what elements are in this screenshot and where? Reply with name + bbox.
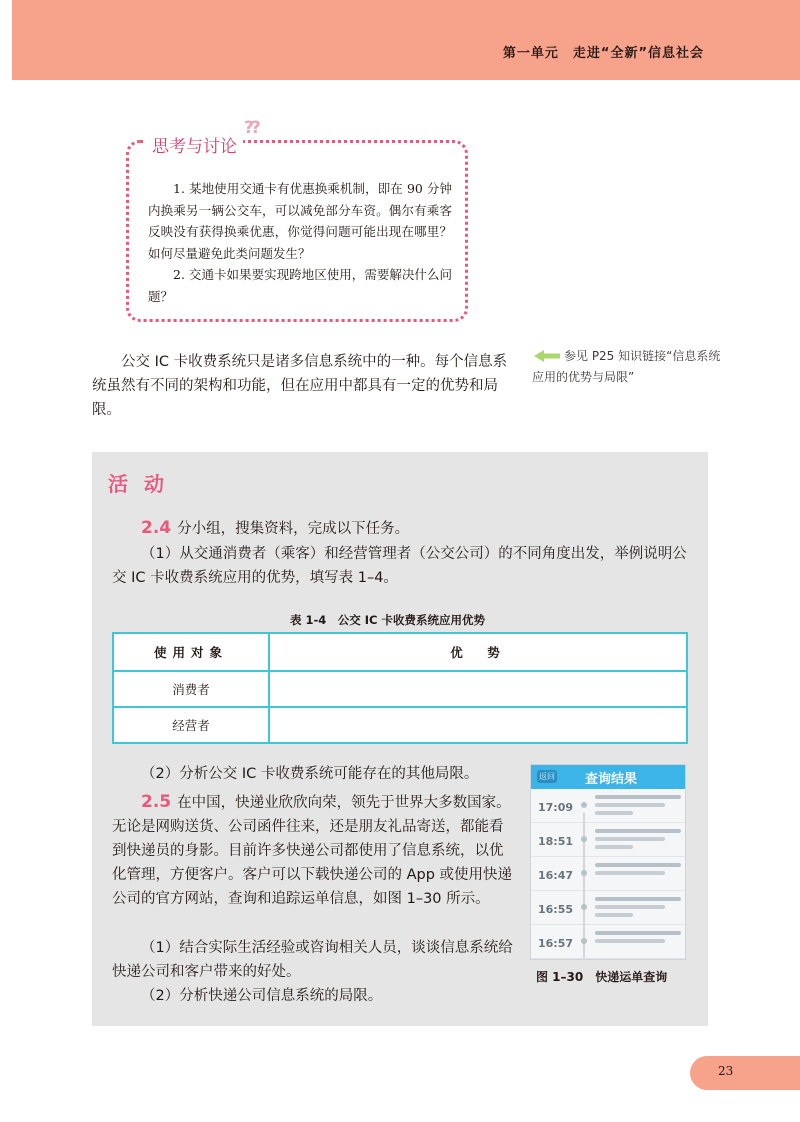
activity-2-5-sub1: （1）结合实际生活经验或咨询相关人员，谈谈信息系统给快递公司和客户带来的好处。 bbox=[112, 940, 513, 980]
tracking-row bbox=[531, 823, 685, 857]
activity-2-5-text: 在中国，快递业欣欣向荣，领先于世界大多数国家。无论是网购送货、公司函件往来，还是朋友礼品寄送，都能看到快递员的身影。目前许多快递公司都使用了信息系统，以优化管理，方便客户。客户可以下载快递公司的 App 或使用快递公司的官方网站，查询和追踪运单信息，如图 1–30 所示。 bbox=[112, 795, 513, 907]
discussion-item-2: 2. 交通卡如果要实现跨地区使用，需要解决什么问题？ bbox=[148, 267, 452, 304]
tracking-row bbox=[531, 891, 685, 925]
timeline-dot-icon bbox=[581, 938, 587, 944]
table-cell: 消费者 bbox=[113, 671, 269, 707]
unit-title: 第一单元 走进“全新”信息社会 bbox=[502, 46, 704, 61]
table-caption: 表 1-4 公交 IC 卡收费系统应用优势 bbox=[290, 613, 486, 627]
figure-caption: 图 1–30 快递运单查询 bbox=[536, 970, 668, 984]
page-number-tab bbox=[690, 1056, 800, 1090]
tracking-screenshot bbox=[530, 764, 686, 960]
tracking-detail bbox=[595, 837, 665, 841]
main-paragraph: 公交 IC 卡收费系统只是诸多信息系统中的一种。每个信息系统虽然有不同的架构和功能，但在应用中都具有一定的优势和局限。 bbox=[92, 354, 508, 418]
activity-2-4-sub2: （2）分析公交 IC 卡收费系统可能存在的其他局限。 bbox=[141, 766, 479, 782]
page-number: 23 bbox=[718, 1064, 734, 1078]
tracking-row bbox=[531, 857, 685, 891]
tracking-time: 16:57 bbox=[538, 937, 574, 950]
tracking-time: 17:09 bbox=[538, 801, 574, 814]
back-button: 返回 bbox=[539, 772, 555, 781]
tracking-detail bbox=[595, 905, 665, 909]
tracking-detail bbox=[595, 829, 681, 833]
tracking-detail bbox=[595, 939, 665, 943]
table-row bbox=[113, 671, 687, 707]
table-cell-empty bbox=[269, 671, 687, 707]
tracking-detail bbox=[595, 845, 633, 849]
question-marks-icon: ?? bbox=[244, 118, 258, 138]
tracking-time: 16:55 bbox=[538, 903, 574, 916]
side-note-text: 参见 P25 知识链接“信息系统应用的优势与局限” bbox=[532, 349, 721, 384]
timeline-dot-icon bbox=[581, 870, 587, 876]
tracking-detail bbox=[595, 913, 633, 917]
table-row bbox=[113, 707, 687, 743]
tracking-detail bbox=[595, 795, 681, 799]
advantage-table bbox=[112, 632, 688, 744]
activity-2-4 bbox=[112, 516, 688, 541]
activity-2-5-sub2: （2）分析快递公司信息系统的局限。 bbox=[141, 988, 383, 1004]
table-cell-empty bbox=[269, 707, 687, 743]
tracking-detail bbox=[595, 897, 681, 901]
activity-number: 2.5 bbox=[141, 792, 172, 812]
tracking-detail bbox=[595, 803, 665, 807]
table-header-cell: 使用对象 bbox=[113, 633, 269, 671]
app-title: 查询结果 bbox=[585, 772, 638, 787]
tracking-row bbox=[531, 789, 685, 823]
discussion-item-1: 1. 某地使用交通卡有优惠换乘机制，即在 90 分钟内换乘另一辆公交车，可以减免部分车资。偶尔有乘客反映没有获得换乘优惠，你觉得问题可能出现在哪里？如何尽量避免此类问题发生？ bbox=[148, 181, 452, 261]
activity-2-5 bbox=[112, 790, 516, 911]
discussion-title: 思考与讨论 bbox=[146, 132, 243, 157]
app-header bbox=[531, 765, 685, 789]
tracking-time: 16:47 bbox=[538, 869, 574, 882]
timeline-dot-icon bbox=[581, 904, 587, 910]
table-cell: 经营者 bbox=[113, 707, 269, 743]
timeline-dot-icon bbox=[581, 802, 587, 808]
activity-number: 2.4 bbox=[141, 518, 172, 538]
activity-2-4-sub1: （1）从交通消费者（乘客）和经营管理者（公交公司）的不同角度出发，举例说明公交 IC 卡收费系统应用的优势，填写表 1–4。 bbox=[112, 546, 687, 586]
table-header-cell: 优 势 bbox=[269, 633, 687, 671]
timeline-dot-icon bbox=[581, 836, 587, 842]
tracking-detail bbox=[595, 871, 665, 875]
discussion-text bbox=[148, 178, 452, 307]
tracking-detail bbox=[595, 811, 633, 815]
header-band bbox=[12, 0, 800, 80]
tracking-row bbox=[531, 925, 685, 959]
tracking-detail bbox=[595, 931, 681, 935]
activity-title: 活动 bbox=[108, 472, 180, 496]
activity-2-4-text: 分小组，搜集资料，完成以下任务。 bbox=[177, 521, 410, 537]
tracking-detail bbox=[595, 863, 681, 867]
table-header-row bbox=[113, 633, 687, 671]
side-note bbox=[532, 346, 722, 388]
tracking-time: 18:51 bbox=[538, 835, 574, 848]
